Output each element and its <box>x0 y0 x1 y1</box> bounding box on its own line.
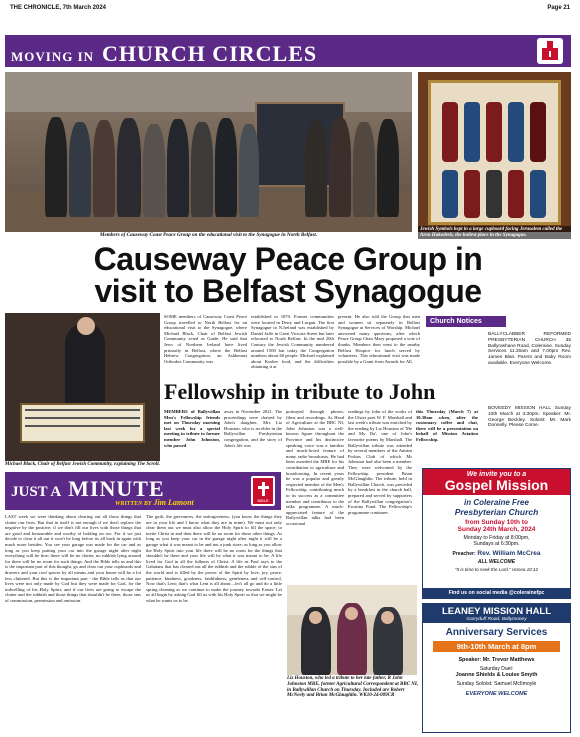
leaney-saturday: Saturday Duet: <box>479 666 514 672</box>
gospel-title: Gospel Mission <box>444 477 549 493</box>
gospel-invite: We invite you to a <box>466 471 527 478</box>
gospel-from: from Sunday 10th to <box>465 519 528 526</box>
gospel-times1: Monday to Friday at 8:00pm, <box>463 535 530 541</box>
headline-synagogue <box>5 243 571 307</box>
preacher-label: Preacher: <box>452 551 476 557</box>
leaney-sunday: Sunday Soloist: Samuel McIlmoyle <box>456 681 537 687</box>
gospel-welcome: ALL WELCOME <box>477 559 516 565</box>
bible-label: BIBLE <box>257 498 269 503</box>
story2-col2: away in November 2021. The proceedings were chaired by John's daughter, Mrs Liz Houston, who is an elder in the Ballywillan Presbyterian congregation, and the story of John's life was <box>224 409 282 448</box>
photo3-caption: Liz Houston, who led a tribute to her late father, R John Johnston MBE, former Agricultural Correspondent at BBC NI, in Ballywillan Church on Thursday. Included are Robert McNeely and Brian McGlaughlin. WK10-24-009CR <box>287 676 419 699</box>
gospel-mission-ad <box>422 468 571 599</box>
scroll-photo <box>5 313 160 461</box>
leaney-welcome: EVERYONE WELCOME <box>465 691 528 697</box>
church-circles-logo <box>537 38 563 64</box>
tribute-photo <box>287 585 417 675</box>
gospel-church: Presbyterian Church <box>454 507 539 517</box>
headline-line1: Causeway Peace Group in <box>93 241 483 277</box>
section-banner <box>5 35 571 67</box>
leaney-services: Anniversary Services <box>445 627 548 638</box>
story2-col3: portrayed through photos, films and recordings. As Head of Agriculture at the BBC NI, John Johnston was a well-known figure throughout the Province and his distinctive speaking voice was a familiar and much-loved feature of many radio broadcasts. He had been awarded the MBE for his contribution to agriculture and broadcasting. In recent years he was a popular and greatly respected member of the Men's Fellowship, contributing much to its success as a committee member and contributor to the talks programme. A much-appreciated feature of the Ballywillan talks had been occasional <box>286 409 344 526</box>
masthead <box>10 5 570 15</box>
byline-prefix: WRITTEN BY <box>115 501 152 507</box>
masthead-left: THE CHRONICLE, 7th March 2024 <box>10 5 107 11</box>
story2-col1: MEMBERS of Ballywillan Men's Fellowship friends met on Thursday morning last week for a special meeting in tribute to former member John Johnston, who passed <box>164 409 220 448</box>
banner-title <box>11 41 317 67</box>
notice-ballyclabber: BALLYCLABBER REFORMED PRESBYTERIAN CHURCH 35 Ballyrashane Road, Coleraine. Sunday Services 11.30am and 7.00pm Rev. James Blair. Parent and Baby Room available. Everyone Welcome. <box>488 332 571 366</box>
byline-name: Jim Lamont <box>153 498 194 507</box>
leaney-saturday-names: Joanne Shields & Louise Smyth <box>455 672 538 678</box>
story1-col3: present. He also told the Group that men and women sit separately in Belfast Synagogue at Services of Worship. Michael answered many questions, after which Peace Group Chair Mary proposed a vote of thanks. Members then went to the nearby Belfast Hospice for lunch served by volunteers. This educational visit was made possible by a Grant from Awards for All. <box>338 314 420 364</box>
gospel-to: Sunday 24th March, 2024 <box>457 526 536 533</box>
leaney-title: LEANEY MISSION HALL <box>441 606 552 617</box>
group-photo <box>5 72 412 232</box>
leaney-date: 9th-10th March at 8pm <box>433 641 560 652</box>
headline-fellowship: Fellowship in tribute to John <box>164 379 436 404</box>
leaney-mission-ad <box>422 603 571 733</box>
story3-col2: The guilt, the grievances, the unforgiveness, (you know the things they are in your life and I know what they are in mine). We must not only clear them out we must also allow the Holy Spirit to fill the space; to invite Christ in and then there will be no room for those other things. As long as you keep your car in the garage night after night it will be a garage what it was meant to be and not a junk store; as long as you allow the Holy Spirit into your life there will be no room for the things that shouldn't be there and your life will be what it was meant to be. A life lived for God in all the fullness of Christ. A life as Paul says to the Galatians that has cleared out all the rubbish and the rubble of the sins of the world and is filled by the power of the Spirit by love, joy, peace, patience, kindness, goodness, faithfulness, gentleness and self-control. Now that's Lent; that's what Lent is all about....let's all go and do a little spring cleaning as we continue to make the journey towards Easter. Let us all begin by asking God fill us with his Holy Spirit so that we might be what he wants us to be. <box>146 514 282 603</box>
story2-col5: this Thursday (March 7) at 10.30am when, after the customary coffee and chat, there will be a presentation on behalf of Mission Aviation Fellowship. <box>416 409 478 442</box>
story2-col4: readings by John of the works of the Ulster poet W. F. Marshall and last week's tribute was enriched by the reading by Liz Houston of 'Me and My Da', one of John's favourite poems by Marshall. The Ballywillan tribute was attended by several members of the Antrim Probus Club of which Mr Johnston had also been a member. They were welcomed by the Fellowship president Brian McGlaughlin. The tribute, held in Ballywillan Church, was preceded by a breakfast in the church hall, prepared and served by supporters of the Ballywillan congregation's Ewatina Fund. The Fellowship's programme continues <box>348 409 412 515</box>
bible-icon <box>251 476 275 506</box>
leaney-address: Garryduff Road, Ballymoney <box>466 617 527 622</box>
headline-line2: visit to Belfast Synagogue <box>94 273 482 309</box>
story3-col1: LAST week we were thinking about clearing out all those things that clutter our lives. But that in itself is not enough if we don't replace the negative by the positive; if we don't fill our lives with those things that are good and honourable and worthy of holding on too. For if we just decide to clear it all out it won't be long before its all back in again with much more besides. You see your garage was made for the car and as long as you keep putting your car into the garage night after night everything will be fine; there will be no clutter, no rubbish lying around for there will be no room for such things. And the Bible tells us and this is the important part of this thought, go and clear out your cupboards and drawers and your roof spaces by all means and your house will be a lot less cluttered. But this is the important part - the Bible tells us that our lives were not only made by God but they were made for God, for the indwelling of his Holy Spirit; and if our lives are going to escape the clutter and the rubbish and those things that shouldn't be there, those sins of commission, permission and omission. <box>5 514 141 603</box>
minute-title-1: JUST A <box>11 484 62 500</box>
photo1-caption: Members of Causeway Coast Peace Group on the educational visit to the Synagogue in North Belfast. <box>99 232 318 238</box>
minute-byline <box>115 498 194 507</box>
ark-photo <box>418 72 571 232</box>
gospel-in: in Coleraine Free <box>464 498 529 507</box>
banner-main: CHURCH CIRCLES <box>102 41 318 66</box>
story1-col2: established in 1870. Former communities were located in Derry and Lurgan. The first Synagogue in N.Ireland was established by Daniel Jaffe in Great Victoria Street but later relocated to North Belfast. In the mid 20th Century the Jewish Community numbered around 1500 but today the Congregation numbers about 60 people. Michael explained about Kosher food, and the difficulties obtaining it at <box>251 314 334 370</box>
church-notices-label: Church Notices <box>426 316 506 327</box>
gospel-social: Find us on social media @colerainefpc <box>423 588 570 598</box>
gospel-times2: Sundays at 6:30pm. <box>473 541 520 547</box>
minute-banner <box>5 472 281 510</box>
photo2-caption: Jewish Symbols kept in a large cupboard facing Jerusalem called the Aron Hakodesh, the holiest place in the Synagogue. <box>418 226 571 239</box>
banner-prefix: MOVING IN <box>11 49 95 64</box>
minute-title-2: MINUTE <box>68 476 165 501</box>
gospel-verse: "It is time to seek the Lord." Hosea 10:12 <box>454 567 539 572</box>
masthead-right: Page 21 <box>547 5 570 11</box>
scroll-caption: Michael Black, Chair of Belfast Jewish Community, explaining The Scroll. <box>5 462 160 467</box>
story1-col1: SOME members of Causeway Coast Peace Group travelled to North Belfast for an educational visit to the Synagogue, where Michael Black, Chair of Belfast Jewish Community acted as Guide. He said that Jews of Northern Ireland have lived primarily in Belfast, where the Belfast Hebrew Congregation, an Ashkenazi Orthodox Community was <box>164 314 247 364</box>
leaney-speaker: Speaker: Mr. Trevor Matthews <box>458 657 535 663</box>
notice-boveedy: BOVEEDY MISSION HALL Sunday 10th March at 3.30pm. Speaker: Mr. George Beckley. Soloist: Mr. Mark Donnelly. Please Come. <box>488 406 571 429</box>
preacher-name: Rev. William McCrea <box>477 550 541 557</box>
gospel-preacher-line <box>423 550 570 557</box>
